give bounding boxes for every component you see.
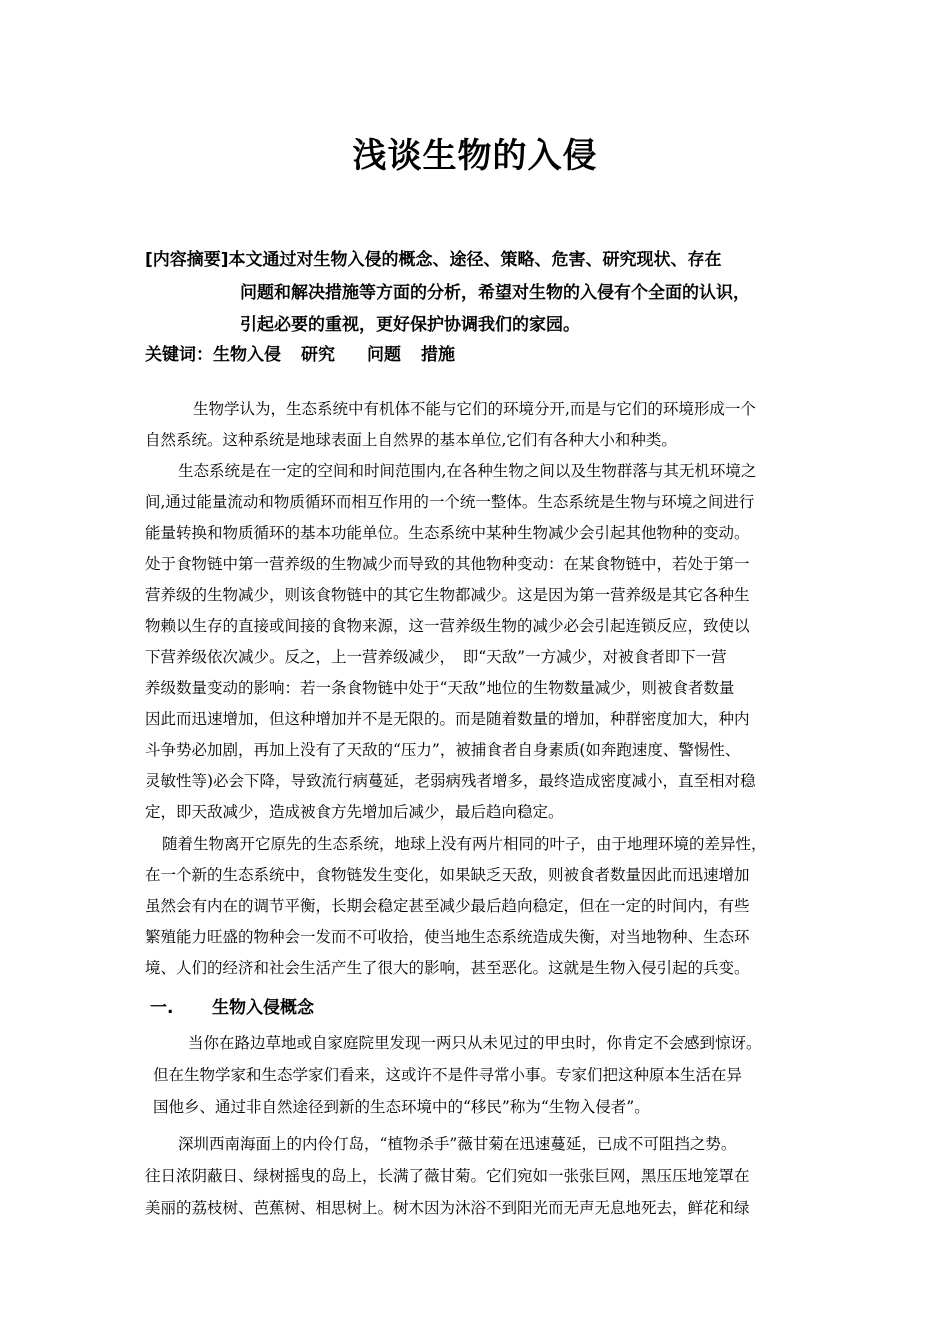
abstract-line-3: 引起必要的重视，更好保护协调我们的家园。 [240,315,580,335]
body-line: 物赖以生存的直接或间接的食物来源，这一营养级生物的减少必会引起连锁反应，致使以 [145,617,750,635]
body-line: 生态系统是在一定的空间和时间范围内,在各种生物之间以及生物群落与其无机环境之 [178,462,757,480]
abstract-line-2: 问题和解决措施等方面的分析，希望对生物的入侵有个全面的认识， [240,283,750,303]
keyword-item: 研究 [301,345,335,365]
keywords-label: 关键词： [145,345,213,365]
section-number: 一. [150,998,174,1018]
body-line: 处于食物链中第一营养级的生物减少而导致的其他物种变动：在某食物链中，若处于第一 [145,555,750,573]
body-line: 灵敏性等)必会下降，导致流行病蔓延，老弱病残者增多，最终造成密度减小，直至相对稳 [145,772,756,790]
body-line: 生物学认为，生态系统中有机体不能与它们的环境分开,而是与它们的环境形成一个 [193,400,756,418]
body-line: 虽然会有内在的调节平衡，长期会稳定甚至减少最后趋向稳定，但在一定的时间内，有些 [145,897,750,915]
keyword-item: 问题 [367,345,401,365]
body-line: 因此而迅速增加，但这种增加并不是无限的。而是随着数量的增加，种群密度加大，种内 [145,710,750,728]
body-line: 营养级的生物减少，则该食物链中的其它生物都减少。这是因为第一营养级是其它各种生 [145,586,750,604]
body-line: 间,通过能量流动和物质循环而相互作用的一个统一整体。生态系统是生物与环境之间进行 [145,493,755,511]
section-heading [150,993,314,1018]
keyword-item: 生物入侵 [213,345,281,365]
body-line: 下营养级依次减少。反之，上一营养级减少， 即“天敌”一方减少，对被食者即下一营 [145,648,727,666]
abstract-line-1: [内容摘要]本文通过对生物入侵的概念、途径、策略、危害、研究现状、存在 [145,250,722,270]
section-line: 美丽的荔枝树、芭蕉树、相思树上。树木因为沐浴不到阳光而无声无息地死去，鲜花和绿 [145,1199,750,1217]
body-line: 定，即天敌减少，造成被食方先增加后减少，最后趋向稳定。 [145,803,564,821]
body-line: 养级数量变动的影响：若一条食物链中处于“天敌”地位的生物数量减少，则被食者数量 [145,679,735,697]
section-line: 但在生物学家和生态学家们看来，这或许不是件寻常小事。专家们把这种原本生活在异 [153,1066,743,1084]
body-line: 繁殖能力旺盛的物种会一发而不可收拾，使当地生态系统造成失衡，对当地物种、生态环 [145,928,750,946]
body-line: 随着生物离开它原先的生态系统，地球上没有两片相同的叶子，由于地理环境的差异性， [162,835,767,853]
section-line: 当你在路边草地或自家庭院里发现一两只从未见过的甲虫时，你肯定不会感到惊讶。 [188,1034,762,1052]
keywords-line [145,340,455,365]
section-line: 深圳西南海面上的内伶仃岛，“植物杀手”薇甘菊在迅速蔓延，已成不可阻挡之势。 [178,1135,737,1153]
keyword-item: 措施 [421,345,455,365]
body-line: 斗争势必加剧，再加上没有了天敌的“压力”，被捕食者自身素质(如奔跑速度、警惕性、 [145,741,741,759]
body-line: 能量转换和物质循环的基本功能单位。生态系统中某种生物减少会引起其他物种的变动。 [145,524,750,542]
section-line: 往日浓阴蔽日、绿树摇曳的岛上，长满了薇甘菊。它们宛如一张张巨网，黑压压地笼罩在 [145,1167,750,1185]
body-line: 自然系统。这种系统是地球表面上自然界的基本单位,它们有各种大小和种类。 [145,431,677,449]
body-line: 在一个新的生态系统中，食物链发生变化，如果缺乏天敌，则被食者数量因此而迅速增加 [145,866,750,884]
body-line: 境、人们的经济和社会生活产生了很大的影响，甚至恶化。这就是生物入侵引起的兵变。 [145,959,750,977]
section-title: 生物入侵概念 [212,998,314,1018]
page-title: 浅谈生物的入侵 [352,136,598,176]
section-line: 国他乡、通过非自然途径到新的生态环境中的“移民”称为“生物入侵者”。 [153,1098,650,1116]
